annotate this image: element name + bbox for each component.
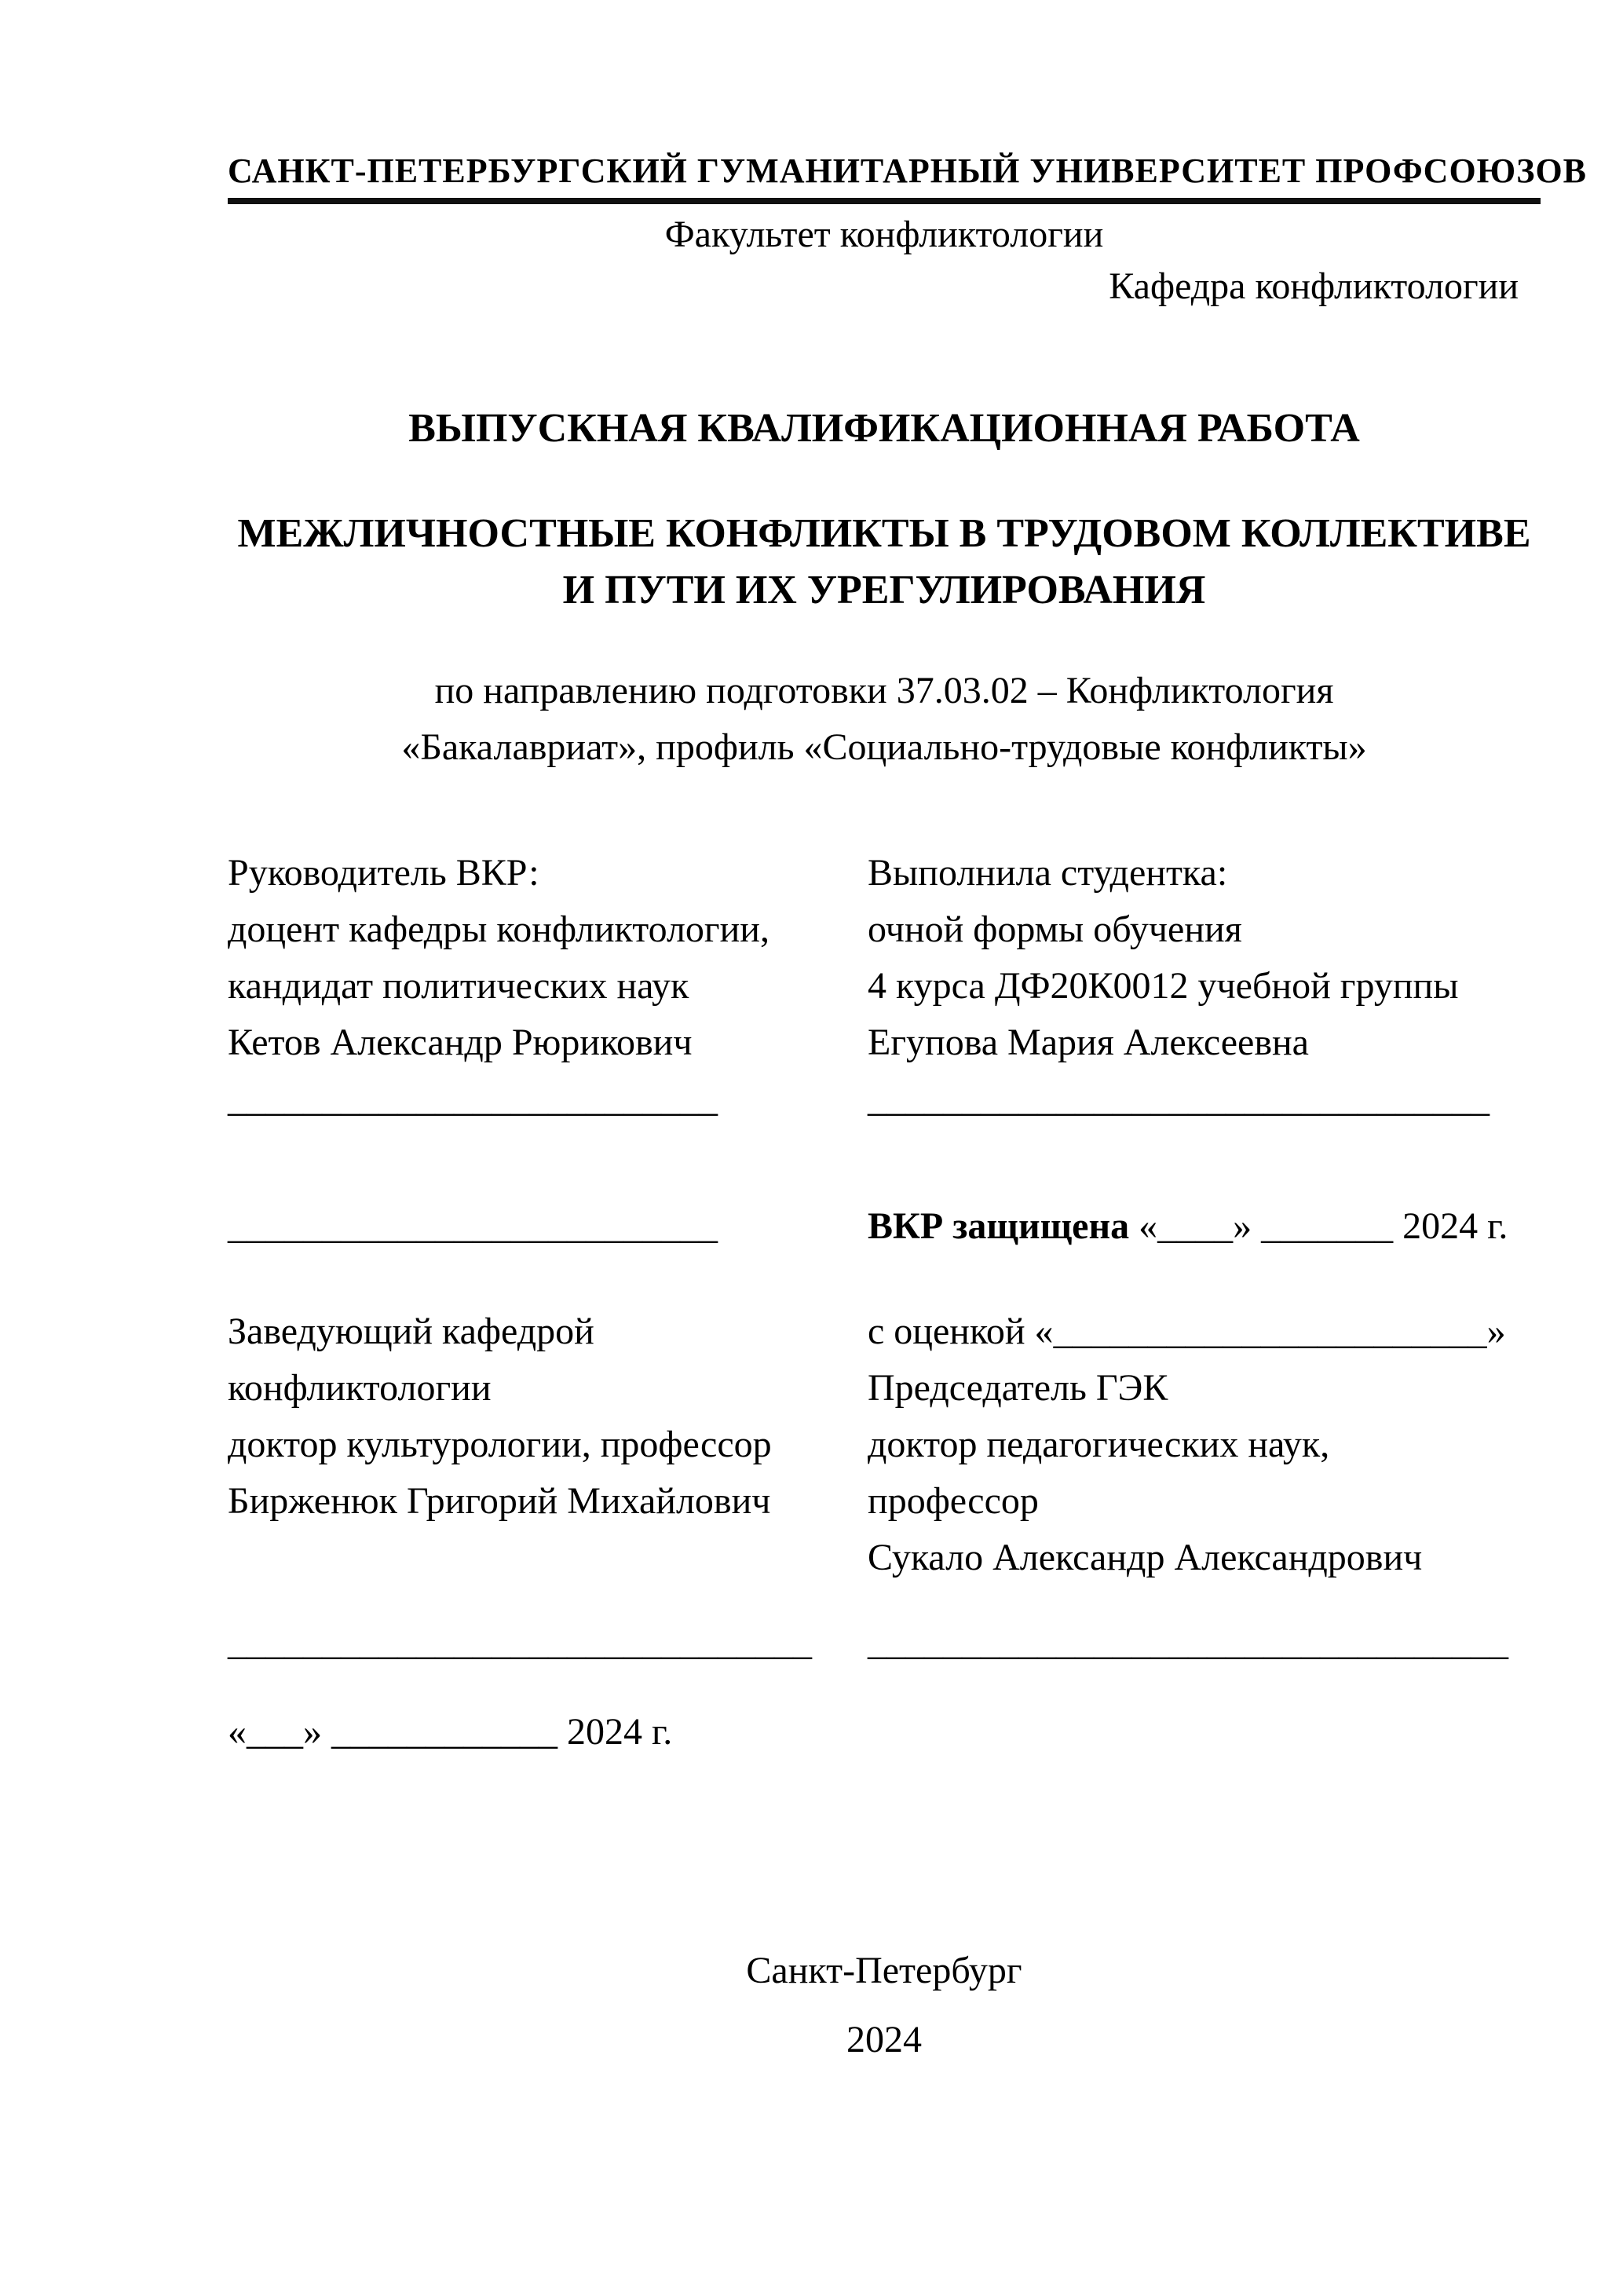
head-final-signature-line: _______________________________	[228, 1621, 812, 1663]
gek-chair-title: Председатель ГЭК	[868, 1367, 1168, 1409]
footer-city: Санкт-Петербург	[746, 1950, 1022, 1991]
footer-year: 2024	[846, 2019, 922, 2060]
gek-signature-line: __________________________________	[868, 1621, 1508, 1663]
gek-chair-degree-2: профессор	[868, 1480, 1039, 1522]
program-line-2: «Бакалавриат», профиль «Социально-трудовые конфликты»	[401, 726, 1367, 768]
thesis-title-line-1: МЕЖЛИЧНОСТНЫЕ КОНФЛИКТЫ В ТРУДОВОМ КОЛЛЕКТИВЕ	[237, 511, 1531, 556]
university-name: САНКТ-ПЕТЕРБУРГСКИЙ ГУМАНИТАРНЫЙ УНИВЕРСИТЕТ ПРОФСОЮЗОВ	[228, 152, 1588, 190]
defense-status-section	[228, 1198, 1541, 1255]
defense-date-blank: «____» _______ 2024 г.	[1129, 1205, 1508, 1247]
officials-section	[228, 1303, 1541, 1586]
head-of-department-section	[228, 1303, 868, 1530]
head-title-line-1: Заведующий кафедрой	[228, 1311, 594, 1352]
head-name: Бирженюк Григорий Михайлович	[228, 1480, 771, 1522]
gek-chair-section	[868, 1303, 1541, 1586]
faculty-name: Факультет конфликтологии	[664, 214, 1104, 255]
header-rule	[228, 198, 1541, 204]
supervisor-position-2: кандидат политических наук	[228, 965, 689, 1007]
gek-chair-name: Сукало Александр Александрович	[868, 1537, 1423, 1578]
defense-status-line	[868, 1198, 1541, 1255]
head-degree-line: доктор культурологии, профессор	[228, 1424, 772, 1465]
final-signatures-section	[228, 1614, 1541, 1671]
student-signature-line: _________________________________	[868, 1078, 1490, 1120]
student-section	[868, 845, 1541, 1128]
program-line-1: по направлению подготовки 37.03.02 – Конфликтология	[434, 670, 1334, 711]
head-signature-line: __________________________	[228, 1205, 718, 1247]
head-title-line-2: конфликтологии	[228, 1367, 492, 1409]
thesis-title-line-2: И ПУТИ ИХ УРЕГУЛИРОВАНИЯ	[562, 568, 1206, 612]
grade-suffix: »	[1486, 1311, 1506, 1352]
supervisor-name: Кетов Александр Рюрикович	[228, 1022, 693, 1063]
work-type-heading: ВЫПУСКНАЯ КВАЛИФИКАЦИОННАЯ РАБОТА	[408, 406, 1360, 451]
supervisor-position-1: доцент кафедры конфликтологии,	[228, 909, 769, 950]
supervisor-signature-line: __________________________	[228, 1078, 718, 1120]
student-info-2: 4 курса ДФ20К0012 учебной группы	[868, 965, 1459, 1007]
grade-blank: _______________________	[1053, 1311, 1487, 1352]
head-final-signature-block	[228, 1614, 868, 1671]
student-label: Выполнила студентка:	[868, 852, 1228, 894]
supervisor-student-section	[228, 845, 1541, 1128]
defense-status-block	[868, 1198, 1541, 1255]
student-info-1: очной формы обучения	[868, 909, 1242, 950]
grade-line	[868, 1303, 1541, 1360]
gek-signature-block	[868, 1614, 1541, 1671]
head-signature-block	[228, 1198, 868, 1255]
gek-chair-degree-1: доктор педагогических наук,	[868, 1424, 1330, 1465]
department-name: Кафедра конфликтологии	[1109, 265, 1519, 307]
supervisor-label: Руководитель ВКР:	[228, 852, 539, 894]
head-date-line: «___» ____________ 2024 г.	[228, 1711, 673, 1753]
student-name: Егупова Мария Алексеевна	[868, 1022, 1309, 1063]
grade-prefix: с оценкой «	[868, 1311, 1054, 1352]
supervisor-section	[228, 845, 868, 1128]
defense-defended-label: ВКР защищена	[868, 1205, 1130, 1247]
